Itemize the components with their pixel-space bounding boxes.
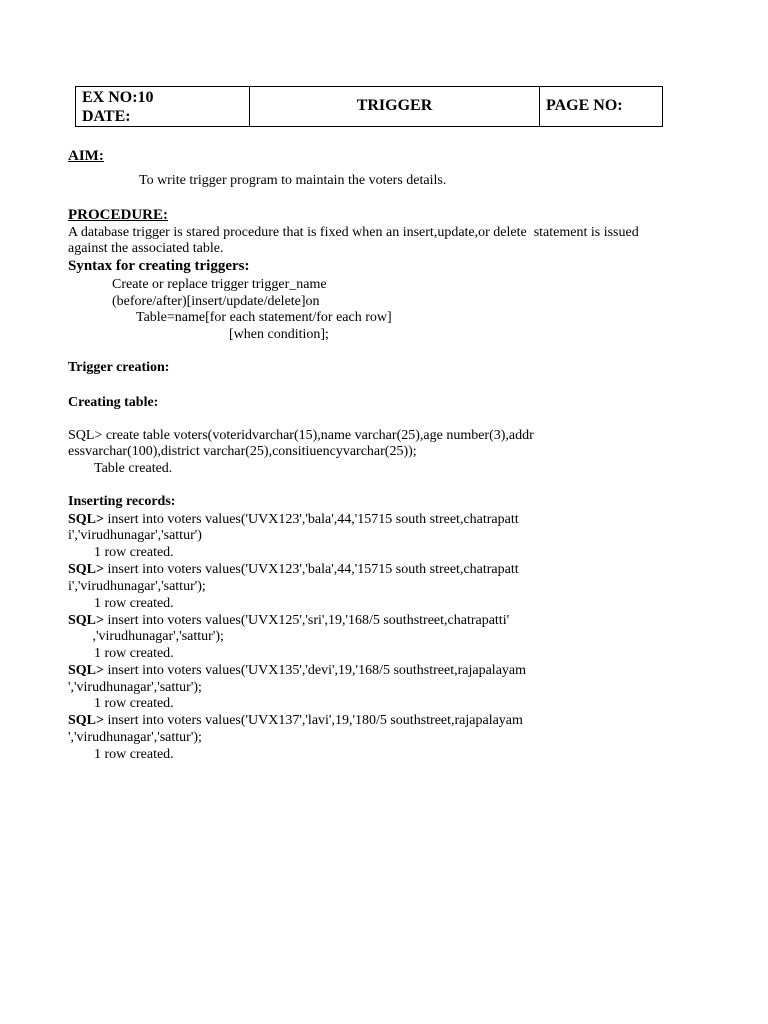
header-left-cell [76,87,250,126]
page-title: TRIGGER [250,87,540,126]
page-no-label: PAGE NO: [546,96,623,114]
row-created-result: 1 row created. [94,646,174,661]
syntax-line: (before/after)[insert/update/delete]on [112,294,320,309]
row-created-result: 1 row created. [94,596,174,611]
syntax-heading: Syntax for creating triggers: [68,258,250,274]
creating-table-heading: Creating table: [68,395,159,410]
insert-sql-line2: ,'virudhunagar','sattur'); [68,629,224,644]
insert-sql-line1 [68,511,519,528]
sql-prompt: SQL> [68,512,104,527]
sql-prompt: SQL> [68,663,104,678]
insert-statement: insert into voters values('UVX137','lavi',19,'180/5 southstreet,rajapalayam [104,713,523,728]
aim-text: To write trigger program to maintain the voters details. [139,173,447,188]
insert-statement: insert into voters values('UVX123','bala',44,'15715 south street,chatrapatt [104,562,519,577]
procedure-heading: PROCEDURE: [68,207,168,223]
insert-sql-line1 [68,612,509,629]
date-label: DATE: [82,108,131,125]
sql-prompt: SQL> [68,562,104,577]
syntax-line: [when condition]; [229,327,329,342]
insert-sql-line2: i','virudhunagar','sattur'); [68,579,206,594]
insert-statement: insert into voters values('UVX123','bala',44,'15715 south street,chatrapatt [104,512,519,527]
sql-prompt: SQL> [68,713,104,728]
insert-sql-line1 [68,662,526,679]
syntax-line: Table=name[for each statement/for each row] [136,310,392,325]
inserting-heading: Inserting records: [68,494,176,509]
insert-sql-line2: ','virudhunagar','sattur'); [68,730,202,745]
syntax-line: Create or replace trigger trigger_name [112,277,327,292]
create-table-sql-line1: SQL> create table voters(voteridvarchar(15),name varchar(25),age number(3),addr [68,428,534,443]
table-created-result: Table created. [94,461,173,476]
row-created-result: 1 row created. [94,696,174,711]
row-created-result: 1 row created. [94,545,174,560]
procedure-text-line2: against the associated table. [68,241,224,256]
ex-no: EX NO:10 [82,89,154,106]
trigger-creation-heading: Trigger creation: [68,360,170,375]
aim-heading: AIM: [68,148,104,164]
insert-sql-line2: ','virudhunagar','sattur'); [68,680,202,695]
insert-sql-line2: i','virudhunagar','sattur') [68,528,202,543]
sql-prompt: SQL> [68,613,104,628]
insert-statement: insert into voters values('UVX125','sri',19,'168/5 southstreet,chatrapatti' [104,613,510,628]
create-table-sql-line2: essvarchar(100),district varchar(25),consitiuencyvarchar(25)); [68,444,417,459]
header-table [75,86,663,127]
insert-sql-line1 [68,561,519,578]
procedure-text-line1: A database trigger is stared procedure that is fixed when an insert,update,or delete statement is issued [68,225,639,240]
row-created-result: 1 row created. [94,747,174,762]
insert-sql-line1 [68,712,523,729]
insert-statement: insert into voters values('UVX135','devi',19,'168/5 southstreet,rajapalayam [104,663,527,678]
